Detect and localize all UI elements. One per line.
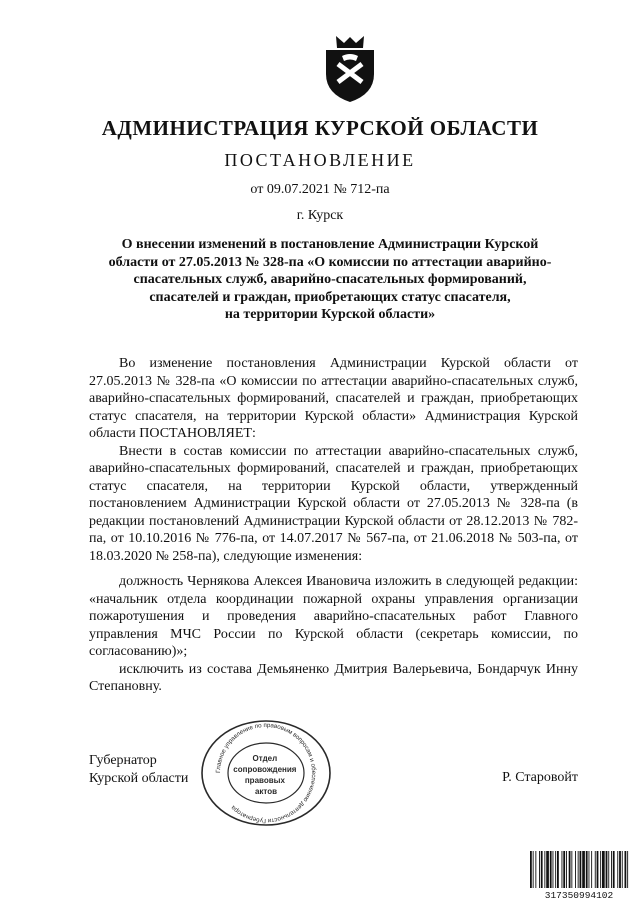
barcode-number: 317350994102 [544,890,614,900]
barcode-bar [539,851,540,888]
barcode-bar [546,851,549,888]
barcode-bar [595,851,596,888]
title-line: спасательных служб, аварийно-спасательных формирований, [133,272,527,287]
barcode-bar [553,851,554,888]
signer-position-line: Курской области [89,771,189,786]
title-line: спасателей и граждан, приобретающих статус спасателя, [149,289,511,305]
barcode-bar [586,851,588,888]
barcode-bars [530,851,628,888]
signer-name: Р. Старовойт [502,770,578,785]
barcode-bar [575,851,576,888]
document-title [100,236,560,324]
title-line: области от 27.05.2013 № 328-па «О комиссии по аттестации аварийно- [108,254,552,270]
body-paragraph: исключить из состава Демьяненко Дмитрия Валерьевича, Бондарчук Инну Степановну. [89,661,578,694]
stamp-center-line: правовых [244,776,285,785]
barcode-bar [578,851,579,888]
document-body [89,355,578,696]
barcode-bar [611,851,612,888]
agency-name: АДМИНИСТРАЦИЯ КУРСКОЙ ОБЛАСТИ [101,116,539,140]
barcode-bar [600,851,601,888]
coat-of-arms-icon [322,34,378,104]
barcode-bar [563,851,565,888]
barcode-bar [613,851,615,888]
stamp-center-line: Отдел [252,754,278,763]
barcode-bar [535,851,536,888]
document-date-number: от 09.07.2021 № 712-па [250,182,390,197]
document-city: г. Курск [296,208,344,223]
document-type: ПОСТАНОВЛЕНИЕ [224,150,416,170]
barcode-bar [569,851,571,888]
barcode-bar [597,851,599,888]
stamp-ring-text: Главное управление по правовым вопросам и обеспечению деятельности Губернатора [214,721,318,825]
barcode-bar [606,851,608,888]
barcode-bar [589,851,590,888]
barcode-bar [544,851,545,888]
barcode-bar [591,851,592,888]
barcode-bar [533,851,534,888]
barcode-bar [530,851,532,888]
barcode-bar [619,851,621,888]
barcode-bar [566,851,567,888]
barcode-bar [557,851,559,888]
barcode [528,850,630,900]
barcode-bar [562,851,563,888]
barcode-bar [627,851,628,888]
barcode-bar [582,851,585,888]
barcode-bar [602,851,605,888]
barcode-bar [625,851,627,888]
body-paragraph: Во изменение постановления Администрации Курской области от 27.05.2013 № 328-па «О комиссии по аттестации аварийно-спасательных служб, аварийно-спасательных формирований, спасателей и граждан, приобретающих статус спасателя, на территории Курской области» Администрация Курской области ПОСТАНОВЛЯЕТ: [89,356,578,441]
barcode-bar [622,851,623,888]
barcode-bar [541,851,543,888]
barcode-bar [550,851,552,888]
title-line: О внесении изменений в постановление Администрации Курской [121,237,539,252]
svg-text:Отдел сопровождения пр [233,754,298,796]
barcode-bar [580,851,582,888]
body-paragraph: Внести в состав комиссии по аттестации аварийно-спасательных служб, аварийно-спасательных формирований, спасателей и граждан, приобретающих статус спасателя, на территории Курской области, утвержденный постановлением Администрации Курской области от 27.05.2013 № 328-па (в редакции постановлений Администрации Курской области от 28.12.2013 № 782-па, от 10.10.2016 № 776-па, от 14.07.2017 № 567-па, от 21.06.2018 № 503-па, от 18.03.2020 № 258-па), следующие изменения: [89,443,578,564]
title-line: на территории Курской области» [224,307,436,322]
barcode-bar [555,851,556,888]
stamp-center-line: сопровождения [233,765,297,774]
official-stamp [197,718,335,828]
barcode-bar [617,851,618,888]
signer-position-line: Губернатор [89,753,157,768]
stamp-center-line: актов [254,787,278,796]
barcode-bar [571,851,572,888]
barcode-bar [608,851,609,888]
body-paragraph: должность Чернякова Алексея Ивановича изложить в следующей редакции: «начальник отдела координации пожарной охраны управления организации пожаротушения и проведения аварийно-спасательных работ Главного управления МЧС России по Курской области (секретарь комиссии, по согласованию)»; [89,574,578,659]
